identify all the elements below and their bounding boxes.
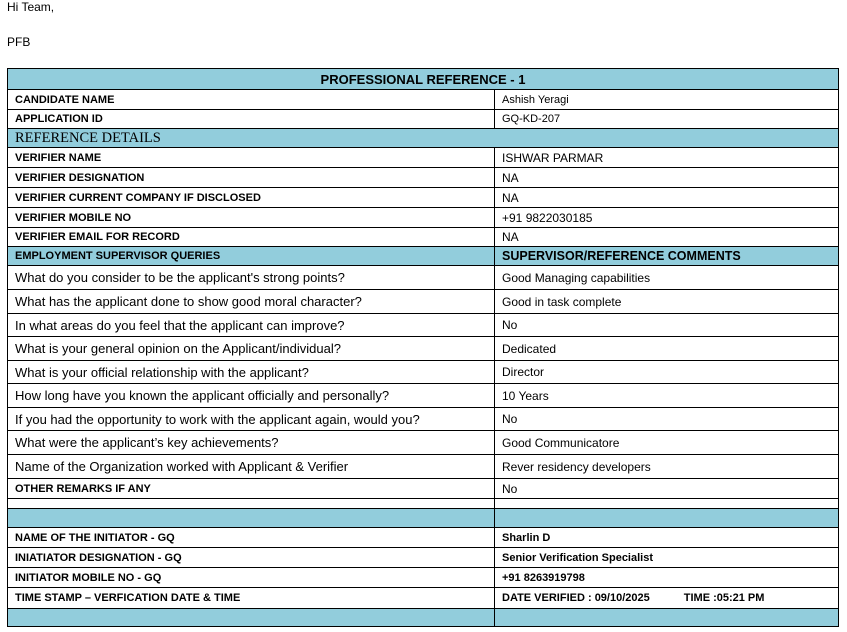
question-text: What do you consider to be the applicant's strong points? [8,266,495,290]
timestamp-label: TIME STAMP – VERFICATION DATE & TIME [8,588,495,609]
spacer-cell [8,499,495,509]
initiator-value: Senior Verification Specialist [495,548,839,568]
initiator-row [8,548,839,568]
application-id-label: APPLICATION ID [8,110,495,129]
other-remarks-label: OTHER REMARKS IF ANY [8,479,495,499]
question-row [8,384,839,408]
time-verified: TIME :05:21 PM [683,592,765,604]
queries-header-right: SUPERVISOR/REFERENCE COMMENTS [495,247,839,266]
answer-text: Rever residency developers [495,455,839,479]
verifier-label: VERIFIER DESIGNATION [8,168,495,188]
verifier-row [8,148,839,168]
verifier-row [8,168,839,188]
question-row [8,337,839,361]
verifier-label: VERIFIER EMAIL FOR RECORD [8,228,495,247]
divider-cell [8,509,495,528]
pfb-text: PFB [7,35,31,49]
question-text: What has the applicant done to show good moral character? [8,290,495,314]
question-row [8,266,839,290]
initiator-value: Sharlin D [495,528,839,548]
application-id-value: GQ-KD-207 [495,110,839,129]
question-text: What were the applicant’s key achievements? [8,431,495,455]
answer-text: Dedicated [495,337,839,361]
initiator-value: +91 8263919798 [495,568,839,588]
greeting-text: Hi Team, [7,0,55,14]
reference-details-row [8,129,839,148]
queries-header-left: EMPLOYMENT SUPERVISOR QUERIES [8,247,495,266]
verifier-label: VERIFIER MOBILE NO [8,208,495,228]
question-text: If you had the opportunity to work with the applicant again, would you? [8,408,495,431]
divider-cell [495,509,839,528]
question-text: In what areas do you feel that the applicant can improve? [8,314,495,337]
question-text: Name of the Organization worked with Applicant & Verifier [8,455,495,479]
answer-text: 10 Years [495,384,839,408]
other-remarks-row [8,479,839,499]
initiator-row [8,568,839,588]
candidate-name-label: CANDIDATE NAME [8,90,495,110]
other-remarks-value: No [495,479,839,499]
initiator-label: NAME OF THE INITIATOR - GQ [8,528,495,548]
question-row [8,361,839,384]
verifier-label: VERIFIER CURRENT COMPANY IF DISCLOSED [8,188,495,208]
divider-row [8,509,839,528]
timestamp-row [8,588,839,609]
question-row [8,290,839,314]
verifier-value: NA [495,228,839,247]
answer-text: Good Managing capabilities [495,266,839,290]
verifier-label: VERIFIER NAME [8,148,495,168]
timestamp-value [495,588,839,609]
spacer-row [8,499,839,509]
verifier-value: ISHWAR PARMAR [495,148,839,168]
table-title: PROFESSIONAL REFERENCE - 1 [8,69,839,90]
footer-cell [8,609,495,627]
application-id-row [8,110,839,129]
question-text: What is your official relationship with the applicant? [8,361,495,384]
verifier-row [8,188,839,208]
verifier-row [8,208,839,228]
title-row [8,69,839,90]
spacer-cell [495,499,839,509]
answer-text: No [495,314,839,337]
reference-details-header: REFERENCE DETAILS [8,129,839,148]
candidate-name-value: Ashish Yeragi [495,90,839,110]
answer-text: Good in task complete [495,290,839,314]
initiator-label: INIATIATOR DESIGNATION - GQ [8,548,495,568]
verifier-row [8,228,839,247]
candidate-name-row [8,90,839,110]
footer-cell [495,609,839,627]
answer-text: No [495,408,839,431]
question-text: What is your general opinion on the Applicant/individual? [8,337,495,361]
initiator-row [8,528,839,548]
footer-row [8,609,839,627]
question-row [8,431,839,455]
verifier-value: +91 9822030185 [495,208,839,228]
question-row [8,455,839,479]
date-verified: DATE VERIFIED : 09/10/2025 [502,592,650,604]
answer-text: Good Communicatore [495,431,839,455]
verifier-value: NA [495,168,839,188]
answer-text: Director [495,361,839,384]
question-row [8,408,839,431]
initiator-label: INITIATOR MOBILE NO - GQ [8,568,495,588]
verifier-value: NA [495,188,839,208]
reference-table [7,68,839,627]
question-text: How long have you known the applicant officially and personally? [8,384,495,408]
question-row [8,314,839,337]
queries-header-row [8,247,839,266]
